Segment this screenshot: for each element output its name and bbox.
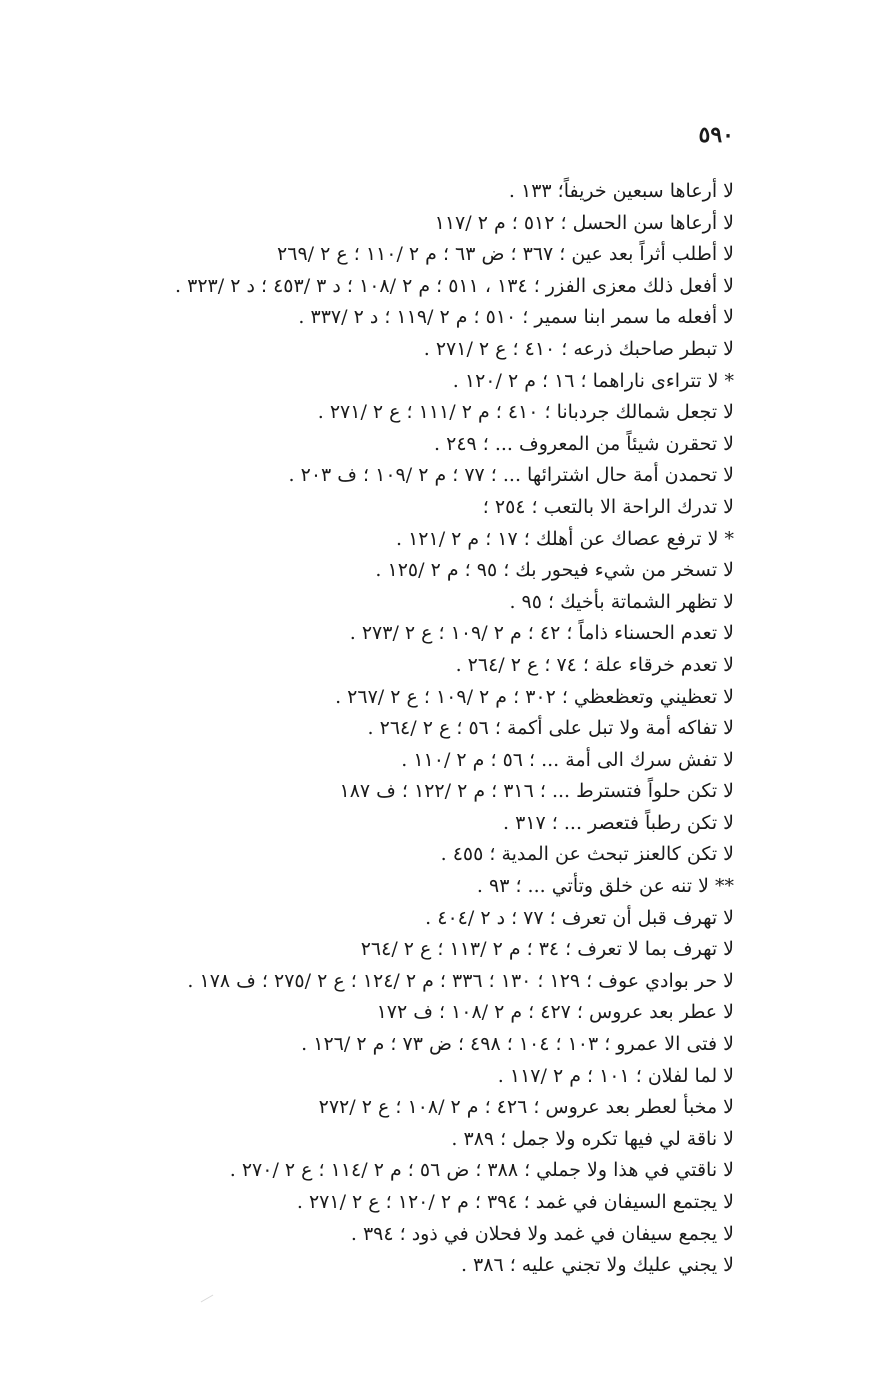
index-entry: لا أفعل ذلك معزى الفزر ؛ ١٣٤ ، ٥١١ ؛ م ٢ /١٠٨ ؛ د ٣ /٤٥٣ ؛ د ٢ /٣٢٣ .	[175, 274, 734, 297]
page-number: ٥٩٠	[698, 122, 734, 148]
index-entry: لا تهرف بما لا تعرف ؛ ٣٤ ؛ م ٢ /١١٣ ؛ ع ٢ /٢٦٤	[360, 938, 734, 961]
index-entry: لا لما لفلان ؛ ١٠١ ؛ م ٢ /١١٧ .	[497, 1064, 734, 1087]
index-entry: لا تكن حلواً فتسترط ... ؛ ٣١٦ ؛ م ٢ /١٢٢ ؛ ف ١٨٧	[339, 780, 734, 803]
index-entry: لا تعظيني وتعظعظي ؛ ٣٠٢ ؛ م ٢ /١٠٩ ؛ ع ٢ /٢٦٧ .	[335, 685, 734, 708]
index-entry: لا فتى الا عمرو ؛ ١٠٣ ؛ ١٠٤ ؛ ٤٩٨ ؛ ض ٧٣ ؛ م ٢ /١٢٦ .	[301, 1033, 734, 1056]
index-entry: لا يجمع سيفان في غمد ولا فحلان في ذود ؛ ٣٩٤ .	[350, 1222, 734, 1245]
index-entry: لا مخبأ لعطر بعد عروس ؛ ٤٢٦ ؛ م ٢ /١٠٨ ؛ ع ٢ /٢٧٢	[318, 1096, 734, 1119]
proverb-index-list	[14, 176, 734, 1282]
index-entry: لا تدرك الراحة الا بالتعب ؛ ٢٥٤ ؛	[482, 495, 734, 518]
index-entry: لا عطر بعد عروس ؛ ٤٢٧ ؛ م ٢ /١٠٨ ؛ ف ١٧٢	[376, 1001, 734, 1024]
index-entry: لا حر بوادي عوف ؛ ١٢٩ ؛ ١٣٠ ؛ ٣٣٦ ؛ م ٢ /١٢٤ ؛ ع ٢ /٢٧٥ ؛ ف ١٧٨ .	[187, 969, 734, 992]
index-entry: لا أطلب أثراً بعد عين ؛ ٣٦٧ ؛ ض ٦٣ ؛ م ٢ /١١٠ ؛ ع ٢ /٢٦٩	[277, 243, 734, 266]
index-entry: لا يجني عليك ولا تجني عليه ؛ ٣٨٦ .	[460, 1254, 734, 1277]
index-entry: لا أرعاها سبعين خريفاً؛ ١٣٣ .	[508, 180, 734, 202]
index-entry: لا تعدم الحسناء ذاماً ؛ ٤٢ ؛ م ٢ /١٠٩ ؛ ع ٢ /٢٧٣ .	[349, 622, 734, 645]
index-entry: لا تبطر صاحبك ذرعه ؛ ٤١٠ ؛ ع ٢ /٢٧١ .	[423, 337, 734, 360]
index-entry: لا تسخر من شيء فيحور بك ؛ ٩٥ ؛ م ٢ /١٢٥ .	[375, 559, 734, 582]
index-entry: * لا ترفع عصاك عن أهلك ؛ ١٧ ؛ م ٢ /١٢١ .	[395, 527, 734, 550]
index-entry: لا تحقرن شيئاً من المعروف ... ؛ ٢٤٩ .	[434, 432, 734, 455]
index-entry: لا تفش سرك الى أمة ... ؛ ٥٦ ؛ م ٢ /١١٠ .	[401, 748, 734, 771]
index-entry: لا أرعاها سن الحسل ؛ ٥١٢ ؛ م ٢ /١١٧	[434, 211, 734, 234]
index-entry: ** لا تنه عن خلق وتأتي ... ؛ ٩٣ .	[476, 875, 734, 898]
index-entry: * لا تتراءى ناراهما ؛ ١٦ ؛ م ٢ /١٢٠ .	[452, 369, 734, 392]
index-entry: لا تظهر الشماتة بأخيك ؛ ٩٥ .	[509, 590, 734, 613]
index-entry: لا تكن رطباً فتعصر ... ؛ ٣١٧ .	[503, 811, 734, 834]
index-entry: لا تكن كالعنز تبحث عن المدية ؛ ٤٥٥ .	[440, 843, 734, 866]
index-entry: لا ناقتي في هذا ولا جملي ؛ ٣٨٨ ؛ ض ٥٦ ؛ م ٢ /١١٤ ؛ ع ٢ /٢٧٠ .	[229, 1159, 734, 1182]
index-entry: لا ناقة لي فيها تكره ولا جمل ؛ ٣٨٩ .	[451, 1127, 734, 1150]
index-entry: لا تهرف قبل أن تعرف ؛ ٧٧ ؛ د ٢ /٤٠٤ .	[425, 906, 734, 929]
index-entry: لا تفاكه أمة ولا تبل على أكمة ؛ ٥٦ ؛ ع ٢ /٢٦٤ .	[367, 717, 734, 740]
index-entry: لا تعدم خرقاء علة ؛ ٧٤ ؛ ع ٢ /٢٦٤ .	[455, 653, 734, 676]
index-entry: لا تحمدن أمة حال اشترائها ... ؛ ٧٧ ؛ م ٢ /١٠٩ ؛ ف ٢٠٣ .	[288, 464, 734, 487]
index-entry: لا يجتمع السيفان في غمد ؛ ٣٩٤ ؛ م ٢ /١٢٠ ؛ ع ٢ /٢٧١ .	[296, 1191, 734, 1213]
index-entry: لا تجعل شمالك جردبانا ؛ ٤١٠ ؛ م ٢ /١١١ ؛ ع ٢ /٢٧١ .	[317, 401, 734, 424]
index-entry: لا أفعله ما سمر ابنا سمير ؛ ٥١٠ ؛ م ٢ /١١٩ ؛ د ٢ /٣٣٧ .	[298, 306, 734, 329]
paper-mark	[201, 1295, 214, 1303]
